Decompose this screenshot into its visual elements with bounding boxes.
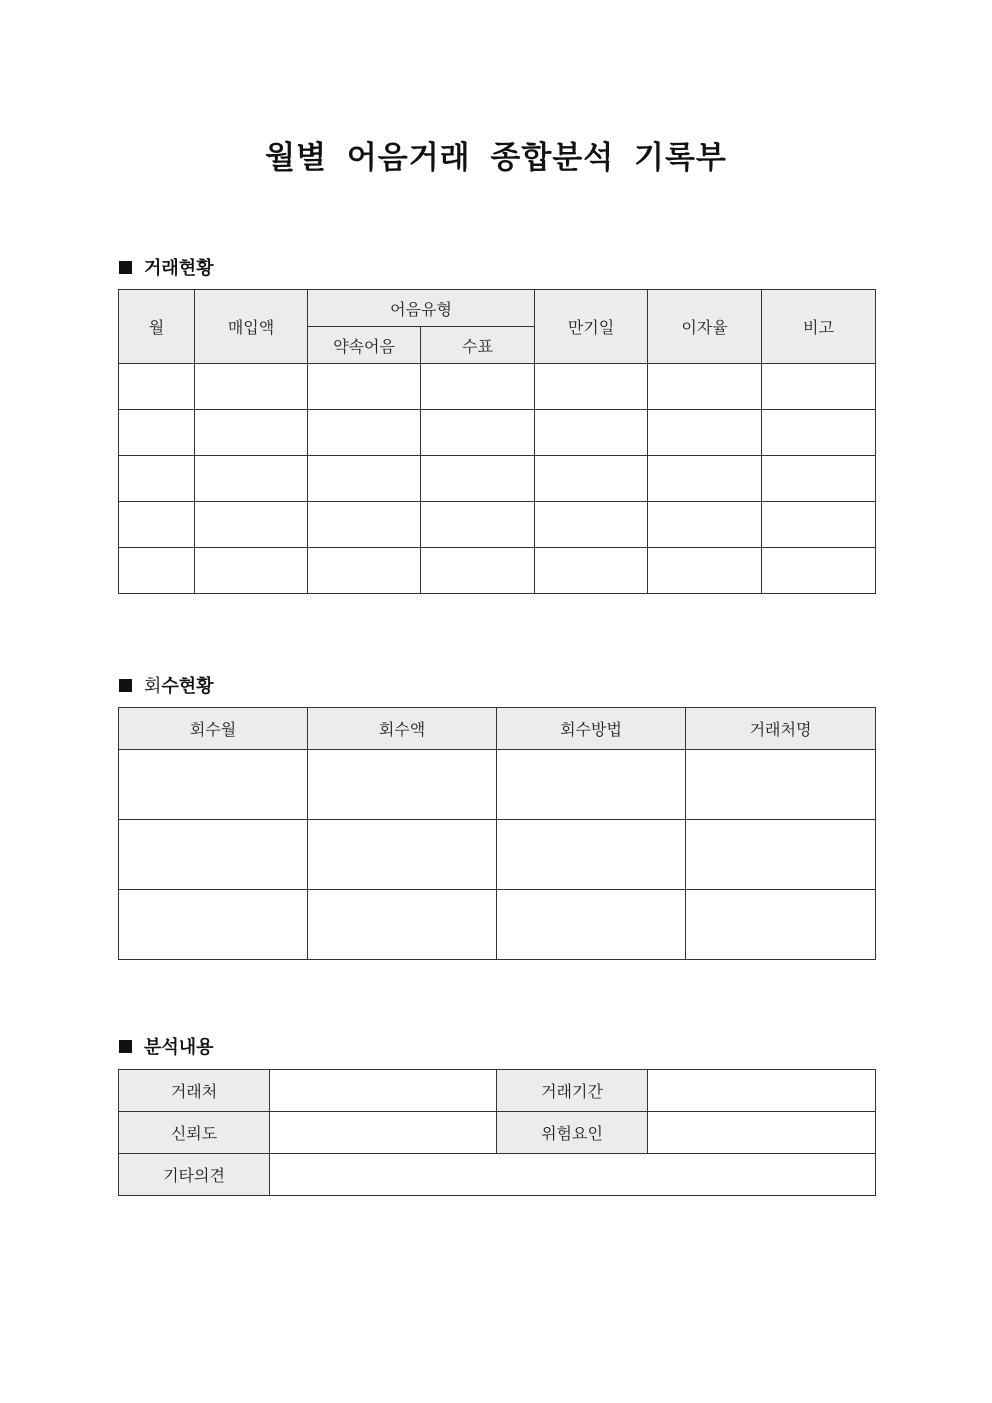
- table-cell[interactable]: [421, 410, 535, 456]
- section-heading-transactions: [119, 254, 214, 280]
- table-cell[interactable]: [421, 548, 535, 594]
- table-cell[interactable]: [308, 820, 497, 890]
- header-remarks: 비고: [762, 290, 876, 364]
- table-cell[interactable]: [308, 502, 421, 548]
- collection-status-table: [118, 707, 876, 960]
- table-cell[interactable]: [195, 502, 308, 548]
- transaction-period-field[interactable]: [648, 1070, 876, 1112]
- table-cell[interactable]: [421, 502, 535, 548]
- table-cell[interactable]: [195, 456, 308, 502]
- page-title: 월별 어음거래 종합분석 기록부: [265, 140, 727, 176]
- table-row: [119, 548, 876, 594]
- table-cell[interactable]: [195, 548, 308, 594]
- reliability-field[interactable]: [270, 1112, 497, 1154]
- header-collection-month: 회수월: [119, 708, 308, 750]
- table-row: [119, 364, 876, 410]
- table-cell[interactable]: [648, 502, 762, 548]
- table-cell[interactable]: [535, 364, 648, 410]
- header-month: 월: [119, 290, 195, 364]
- table-cell[interactable]: [421, 456, 535, 502]
- table-row: [119, 410, 876, 456]
- header-collection-amount: 회수액: [308, 708, 497, 750]
- table-row: [119, 456, 876, 502]
- section-heading-analysis: [119, 1033, 214, 1059]
- table-cell[interactable]: [648, 410, 762, 456]
- table-cell[interactable]: [497, 820, 686, 890]
- table-cell[interactable]: [119, 890, 308, 960]
- risk-factors-field[interactable]: [648, 1112, 876, 1154]
- table-cell[interactable]: [497, 890, 686, 960]
- table-row: [119, 890, 876, 960]
- table-cell[interactable]: [308, 456, 421, 502]
- table-cell[interactable]: [421, 364, 535, 410]
- table-cell[interactable]: [762, 364, 876, 410]
- table-row: [119, 750, 876, 820]
- analysis-table: [118, 1069, 876, 1196]
- table-cell[interactable]: [119, 456, 195, 502]
- label-reliability: 신뢰도: [119, 1112, 270, 1154]
- table-cell[interactable]: [308, 750, 497, 820]
- table-cell[interactable]: [119, 820, 308, 890]
- table-cell[interactable]: [119, 750, 308, 820]
- client-field[interactable]: [270, 1070, 497, 1112]
- table-cell[interactable]: [535, 410, 648, 456]
- header-check: 수표: [421, 327, 535, 364]
- table-cell[interactable]: [762, 456, 876, 502]
- table-cell[interactable]: [762, 410, 876, 456]
- label-transaction-period: 거래기간: [497, 1070, 648, 1112]
- square-bullet-icon: [119, 1040, 132, 1053]
- section-heading-collections: [119, 672, 214, 698]
- table-cell[interactable]: [119, 548, 195, 594]
- square-bullet-icon: [119, 679, 132, 692]
- table-cell[interactable]: [762, 548, 876, 594]
- section-heading-prefix: 회: [144, 676, 162, 697]
- section-heading-text: 거래현황: [144, 258, 214, 279]
- table-cell[interactable]: [308, 890, 497, 960]
- table-cell[interactable]: [195, 364, 308, 410]
- table-cell[interactable]: [119, 364, 195, 410]
- table-cell[interactable]: [497, 750, 686, 820]
- header-client-name: 거래처명: [686, 708, 876, 750]
- table-cell[interactable]: [308, 410, 421, 456]
- table-cell[interactable]: [308, 364, 421, 410]
- table-cell[interactable]: [648, 456, 762, 502]
- label-risk-factors: 위험요인: [497, 1112, 648, 1154]
- table-cell[interactable]: [535, 502, 648, 548]
- table-cell[interactable]: [686, 750, 876, 820]
- header-purchase-amount: 매입액: [195, 290, 308, 364]
- table-cell[interactable]: [686, 890, 876, 960]
- table-cell[interactable]: [119, 410, 195, 456]
- table-cell[interactable]: [308, 548, 421, 594]
- transaction-status-table: [118, 289, 876, 594]
- header-note-type: 어음유형: [308, 290, 535, 327]
- header-interest-rate: 이자율: [648, 290, 762, 364]
- header-promissory-note: 약속어음: [308, 327, 421, 364]
- table-row: [119, 502, 876, 548]
- table-row: [119, 820, 876, 890]
- header-due-date: 만기일: [535, 290, 648, 364]
- table-cell[interactable]: [762, 502, 876, 548]
- section-heading-text: 분석내용: [144, 1037, 214, 1058]
- table-cell[interactable]: [535, 548, 648, 594]
- table-cell[interactable]: [119, 502, 195, 548]
- table-cell[interactable]: [535, 456, 648, 502]
- section-heading-text: 수현황: [161, 676, 214, 697]
- other-opinions-field[interactable]: [270, 1154, 876, 1196]
- table-cell[interactable]: [648, 364, 762, 410]
- header-collection-method: 회수방법: [497, 708, 686, 750]
- table-cell[interactable]: [686, 820, 876, 890]
- table-cell[interactable]: [195, 410, 308, 456]
- label-client: 거래처: [119, 1070, 270, 1112]
- label-other-opinions: 기타의견: [119, 1154, 270, 1196]
- square-bullet-icon: [119, 261, 132, 274]
- table-cell[interactable]: [648, 548, 762, 594]
